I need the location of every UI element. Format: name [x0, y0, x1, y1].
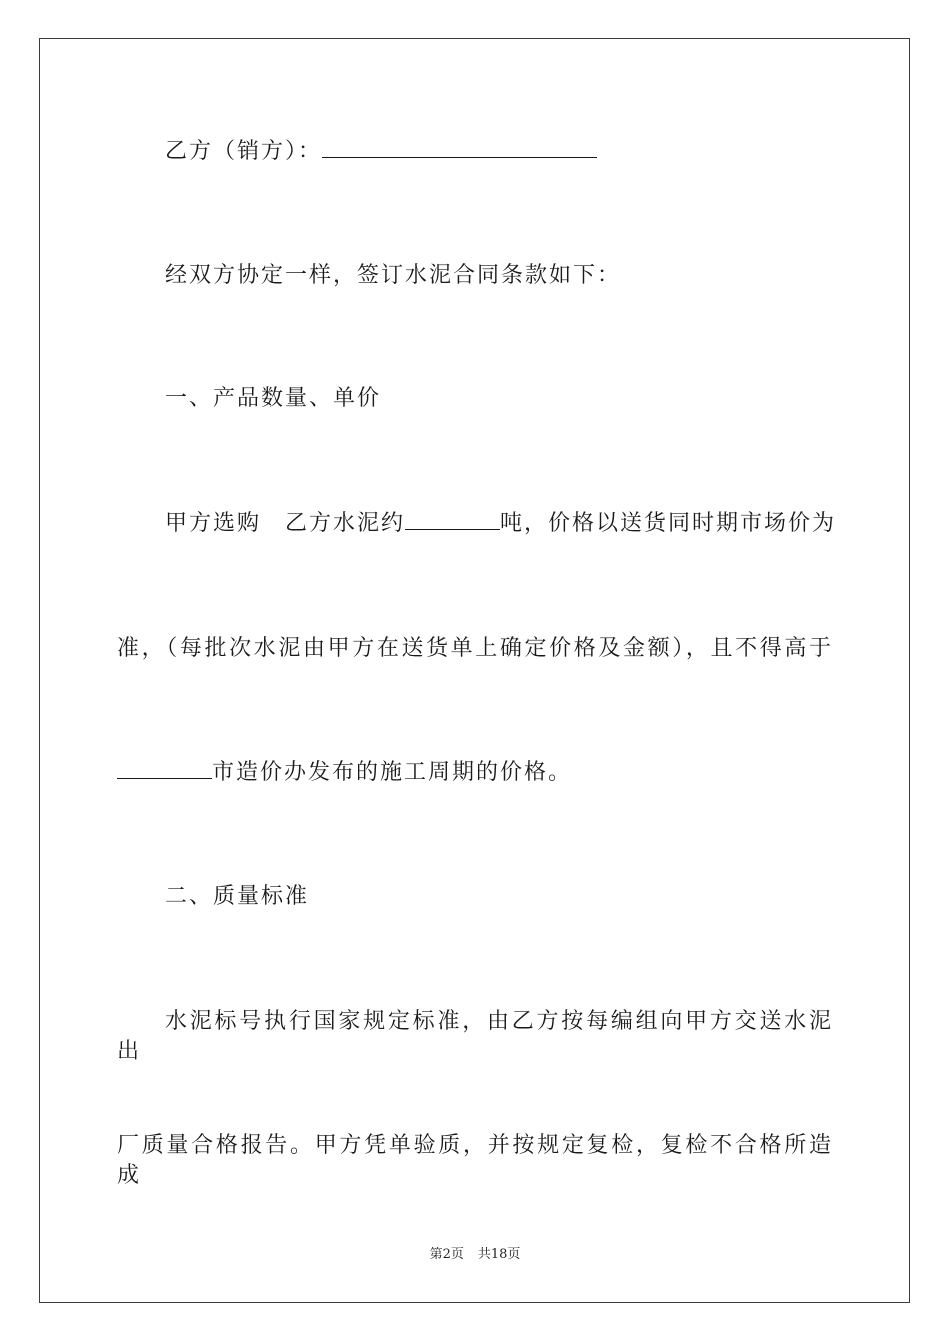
price-text: 吨，价格以送货同时期市场价为 — [500, 511, 837, 536]
city-blank[interactable] — [117, 758, 212, 779]
page-number-total: 共18页 — [477, 1247, 521, 1262]
paragraph-2-line-2: 厂质量合格报告。甲方凭单验质，并按规定复检，复检不合格所造成 — [117, 1133, 833, 1188]
quantity-blank[interactable] — [405, 509, 500, 530]
seller-name-blank[interactable] — [322, 137, 597, 158]
seller-label: 乙方（销方）： — [165, 139, 323, 164]
paragraph-2-line-1: 水泥标号执行国家规定标准，由乙方按每编组向甲方交送水泥出 — [117, 1009, 833, 1064]
paragraph-1-line-3 — [117, 758, 833, 788]
page-border — [39, 38, 910, 1303]
paragraph-1-line-1 — [117, 509, 837, 539]
section-2-heading: 二、质量标准 — [165, 884, 310, 909]
seller-line — [117, 137, 833, 167]
price-reference-text: 市造价办发布的施工周期的价格。 — [212, 760, 573, 785]
section-1-heading: 一、产品数量、单价 — [165, 386, 382, 411]
purchase-text: 甲方选购 乙方水泥约 — [165, 511, 406, 536]
page-footer — [0, 1246, 950, 1264]
page-number-current: 第2页 — [429, 1247, 464, 1262]
agreement-line: 经双方协定一样，签订水泥合同条款如下： — [165, 263, 622, 288]
paragraph-1-line-2: 准，（每批次水泥由甲方在送货单上确定价格及金额），且不得高于 — [117, 636, 833, 661]
